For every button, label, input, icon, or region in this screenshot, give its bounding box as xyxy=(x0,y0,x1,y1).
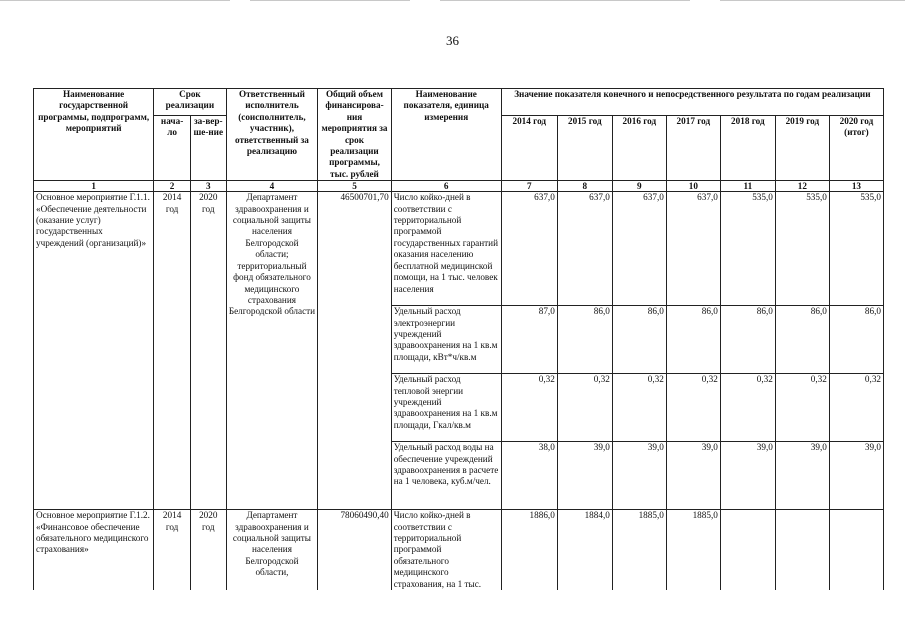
activity-end: 2020 год xyxy=(190,192,226,510)
indicator-value: 0,32 xyxy=(501,374,557,442)
indicator-name: Удельный расход электроэнергии учреждений здравоохранения на 1 кв.м площади, кВт*ч/кв.м xyxy=(391,306,501,374)
column-number: 3 xyxy=(190,181,226,192)
column-number: 12 xyxy=(775,181,829,192)
column-number: 11 xyxy=(720,181,775,192)
activity-name: Основное мероприятие Г.1.2. «Финансовое обеспечение обязательного медицинского страхования» xyxy=(34,510,154,590)
indicator-value: 86,0 xyxy=(612,306,666,374)
column-number: 7 xyxy=(501,181,557,192)
year-header: 2017 год xyxy=(666,115,720,181)
indicator-value: 86,0 xyxy=(666,306,720,374)
activity-financing: 46500701,70 xyxy=(318,192,391,510)
indicator-value: 86,0 xyxy=(775,306,829,374)
indicator-value: 0,32 xyxy=(720,374,775,442)
col-end-header: за-вер-ше-ние xyxy=(190,115,226,181)
indicator-value: 637,0 xyxy=(501,192,557,306)
indicator-value: 0,32 xyxy=(612,374,666,442)
indicators-table xyxy=(33,88,884,590)
indicator-name: Удельный расход воды на обеспечение учреждений здравоохранения в расчете на 1 человека, куб.м/чел. xyxy=(391,442,501,510)
indicator-value: 86,0 xyxy=(829,306,883,374)
indicator-value: 86,0 xyxy=(557,306,612,374)
indicator-value: 0,32 xyxy=(557,374,612,442)
indicator-value: 535,0 xyxy=(720,192,775,306)
indicator-value: 39,0 xyxy=(557,442,612,510)
indicator-value xyxy=(775,510,829,590)
year-header: 2015 год xyxy=(557,115,612,181)
indicator-value: 1885,0 xyxy=(612,510,666,590)
year-header: 2019 год xyxy=(775,115,829,181)
indicator-value: 535,0 xyxy=(829,192,883,306)
indicator-value: 39,0 xyxy=(775,442,829,510)
column-number: 9 xyxy=(612,181,666,192)
column-number: 2 xyxy=(154,181,191,192)
indicator-value: 637,0 xyxy=(666,192,720,306)
indicator-value: 39,0 xyxy=(720,442,775,510)
activity-start: 2014 год xyxy=(154,192,191,510)
indicator-value: 1886,0 xyxy=(501,510,557,590)
year-header: 2020 год (итог) xyxy=(829,115,883,181)
activity-responsible: Департамент здравоохранения и социальной защиты населения Белгородской области, xyxy=(226,510,318,590)
col-indicator-header: Наименование показателя, единица измерения xyxy=(391,89,501,181)
indicator-value xyxy=(720,510,775,590)
indicator-value: 38,0 xyxy=(501,442,557,510)
column-number: 6 xyxy=(391,181,501,192)
indicator-value: 39,0 xyxy=(829,442,883,510)
col-financing-header: Общий объем финансирова-ния мероприятия за срок реализации программы, тыс. рублей xyxy=(318,89,391,181)
column-number: 4 xyxy=(226,181,318,192)
indicator-name: Число койко-дней в соответствии с территориальной программой государственных гарантий оказания населению бесплатной медицинской помощи, на 1 тыс. человек населения xyxy=(391,192,501,306)
indicator-value xyxy=(829,510,883,590)
column-number: 1 xyxy=(34,181,154,192)
indicator-value: 1885,0 xyxy=(666,510,720,590)
scan-top-edge xyxy=(0,0,905,3)
col-term-header: Срок реализации xyxy=(154,89,226,116)
year-header: 2018 год xyxy=(720,115,775,181)
year-header: 2016 год xyxy=(612,115,666,181)
indicator-name: Число койко-дней в соответствии с территориальной программой обязательного медицинского страхования, на 1 тыс. xyxy=(391,510,501,590)
activity-name: Основное мероприятие Г.1.1. «Обеспечение деятельности (оказание услуг) государственных учреждений (организаций)» xyxy=(34,192,154,510)
indicator-value: 535,0 xyxy=(775,192,829,306)
page-number: 36 xyxy=(446,33,459,48)
col-start-header: нача-ло xyxy=(154,115,191,181)
column-number: 8 xyxy=(557,181,612,192)
indicator-value: 39,0 xyxy=(666,442,720,510)
activity-financing: 78060490,40 xyxy=(318,510,391,590)
indicator-value: 0,32 xyxy=(775,374,829,442)
column-number: 5 xyxy=(318,181,391,192)
year-header: 2014 год xyxy=(501,115,557,181)
indicator-value: 637,0 xyxy=(557,192,612,306)
indicator-name: Удельный расход тепловой энергии учреждений здравоохранения на 1 кв.м площади, Гкал/кв.м xyxy=(391,374,501,442)
col-name-header: Наименование государственной программы, подпрограмм, мероприятий xyxy=(34,89,154,181)
column-number: 13 xyxy=(829,181,883,192)
indicator-value: 0,32 xyxy=(829,374,883,442)
indicator-value: 39,0 xyxy=(612,442,666,510)
activity-responsible: Департамент здравоохранения и социальной защиты населения Белгородской области; территориальный фонд обязательного медицинского страхования Белгородской области xyxy=(226,192,318,510)
indicator-value: 0,32 xyxy=(666,374,720,442)
indicator-value: 1884,0 xyxy=(557,510,612,590)
col-values-header: Значение показателя конечного и непосредственного результата по годам реализации xyxy=(501,89,883,116)
indicator-value: 86,0 xyxy=(720,306,775,374)
activity-end: 2020 год xyxy=(190,510,226,590)
indicator-value: 637,0 xyxy=(612,192,666,306)
activity-start: 2014 год xyxy=(154,510,191,590)
col-responsible-header: Ответственный исполнитель (соисполнитель, участник), ответственный за реализацию xyxy=(226,89,318,181)
indicator-value: 87,0 xyxy=(501,306,557,374)
column-number: 10 xyxy=(666,181,720,192)
